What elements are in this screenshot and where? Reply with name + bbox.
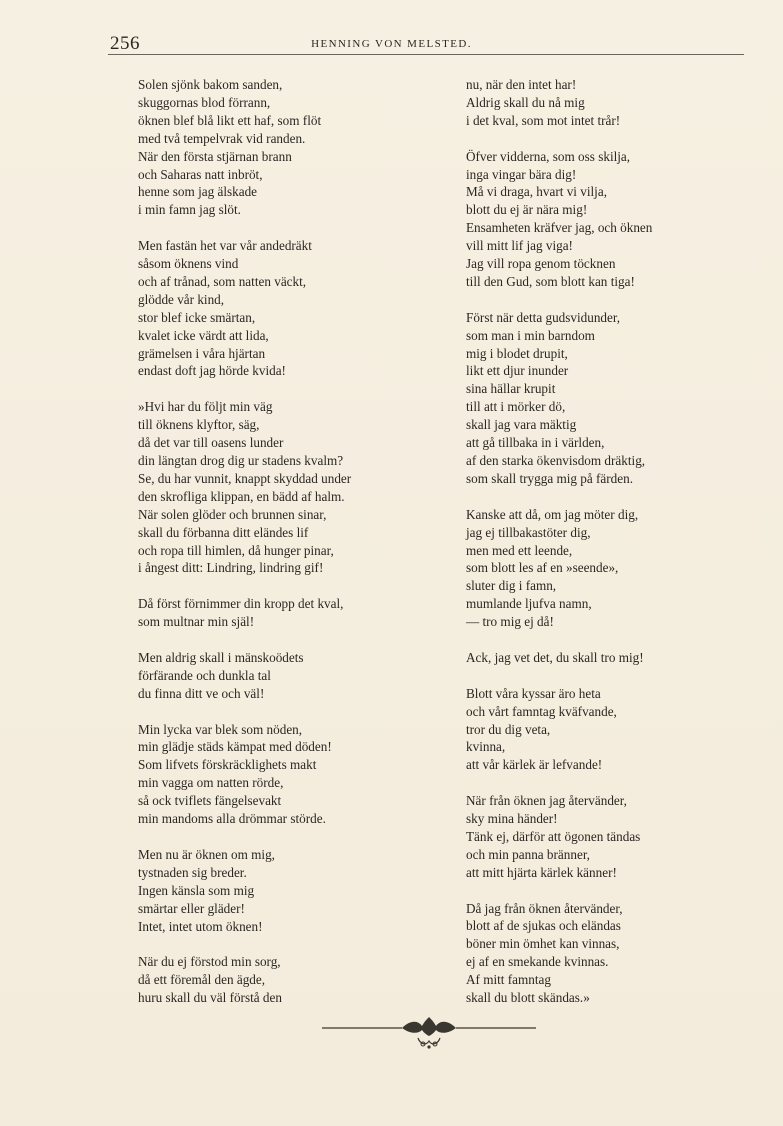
verse-line: förfärande och dunkla tal (138, 667, 271, 683)
stanza (138, 846, 438, 936)
verse-line: likt ett djur inunder (466, 363, 569, 379)
verse-line: henne som jag älskade (138, 184, 258, 200)
verse-line: ej af en smekande kvinnas. (466, 954, 609, 970)
stanza (466, 148, 766, 291)
verse-line: som blott les af en »seende», (466, 560, 619, 576)
verse-line: och Saharas natt inbröt, (138, 166, 263, 182)
verse-line: öknen blef blå likt ett haf, som flöt (138, 112, 322, 128)
verse-line: Af mitt famntag (466, 972, 551, 988)
verse-line: inga vingar bära dig! (466, 166, 577, 182)
verse-line: och vårt famntag kväfvande, (466, 703, 617, 719)
verse-line: tystnaden sig breder. (138, 864, 247, 880)
verse-line: Då jag från öknen återvänder, (466, 900, 623, 916)
verse-line: kvalet icke värdt att lida, (138, 327, 269, 343)
verse-line: Solen sjönk bakom sanden, (138, 77, 283, 92)
left-column (138, 76, 438, 1025)
verse-line: glödde vår kind, (138, 291, 225, 307)
verse-line: sluter dig i famn, (466, 578, 557, 594)
running-title: HENNING VON MELSTED. (311, 38, 472, 50)
verse-line: blott du ej är nära mig! (466, 202, 588, 218)
stanza (138, 398, 438, 577)
verse-line: mumlande ljufva namn, (466, 596, 592, 612)
verse-line: som man i min barndom (466, 327, 595, 343)
verse-line: När solen glöder och brunnen sinar, (138, 506, 327, 522)
verse-line: smärtar eller gläder! (138, 900, 245, 916)
header-rule (108, 54, 744, 55)
stanza (138, 953, 438, 1007)
verse-line: till öknens klyftor, säg, (138, 417, 260, 433)
verse-line: endast doft jag hörde kvida! (138, 363, 286, 379)
verse-line: kvinna, (466, 739, 506, 755)
end-ornament-icon (322, 1014, 536, 1050)
verse-line: blott af de sjukas och eländas (466, 918, 621, 934)
verse-line: Ack, jag vet det, du skall tro mig! (466, 649, 644, 665)
stanza (466, 76, 766, 130)
verse-line: När den första stjärnan brann (138, 148, 292, 164)
verse-line: och ropa till himlen, då hunger pinar, (138, 542, 334, 558)
verse-line: att vår kärlek är lefvande! (466, 757, 603, 773)
verse-line: Men nu är öknen om mig, (138, 846, 275, 862)
verse-line: och af trånad, som natten väckt, (138, 273, 307, 289)
verse-line: Ensamheten kräfver jag, och öknen (466, 220, 653, 236)
verse-line: till den Gud, som blott kan tiga! (466, 273, 635, 289)
verse-line: — tro mig ej då! (466, 614, 554, 630)
verse-line: i ångest ditt: Lindring, lindring gif! (138, 560, 324, 576)
verse-line: Då först förnimmer din kropp det kval, (138, 596, 344, 612)
verse-line: skall jag vara mäktig (466, 417, 577, 433)
verse-line: Må vi draga, hvart vi vilja, (466, 184, 607, 200)
page-number: 256 (110, 33, 140, 54)
verse-line: Som lifvets förskräcklighets makt (138, 757, 317, 773)
verse-line: När från öknen jag återvänder, (466, 793, 627, 809)
verse-line: Aldrig skall du nå mig (466, 94, 585, 110)
verse-line: Ingen känsla som mig (138, 882, 255, 898)
verse-line: Jag vill ropa genom töcknen (466, 256, 616, 272)
verse-line: stor blef icke smärtan, (138, 309, 256, 325)
stanza (138, 649, 438, 703)
stanza (466, 792, 766, 882)
verse-line: så ock tviflets fängelsevakt (138, 793, 282, 809)
right-column (466, 76, 766, 1025)
verse-line: då ett föremål den ägde, (138, 972, 266, 988)
verse-line: i det kval, som mot intet trår! (466, 112, 621, 128)
verse-line: men med ett leende, (466, 542, 573, 558)
verse-line: att gå tillbaka in i världen, (466, 435, 605, 451)
stanza (466, 685, 766, 775)
verse-line: Men aldrig skall i mänskoödets (138, 649, 304, 665)
verse-line: När du ej förstod min sorg, (138, 954, 281, 970)
verse-line: nu, när den intet har! (466, 77, 577, 92)
verse-line: sky mina händer! (466, 811, 558, 827)
stanza (138, 721, 438, 828)
verse-line: min vagga om natten rörde, (138, 775, 284, 791)
verse-line: med två tempelvrak vid randen. (138, 130, 306, 146)
verse-line: skall du blott skändas.» (466, 990, 590, 1006)
verse-line: Tänk ej, därför att ögonen tändas (466, 828, 641, 844)
verse-line: Blott våra kyssar äro heta (466, 685, 601, 701)
verse-line: som skall trygga mig på färden. (466, 470, 634, 486)
stanza (466, 900, 766, 1007)
verse-line: och min panna bränner, (466, 846, 590, 862)
stanza (138, 595, 438, 631)
verse-line: Men fastän het var vår andedräkt (138, 238, 312, 254)
verse-line: huru skall du väl förstå den (138, 990, 282, 1006)
verse-line: skuggornas blod förrann, (138, 94, 271, 110)
verse-line: du finna ditt ve och väl! (138, 685, 265, 701)
stanza (466, 649, 766, 667)
verse-line: sina hällar krupit (466, 381, 556, 397)
verse-line: att mitt hjärta kärlek känner! (466, 864, 617, 880)
verse-line: min mandoms alla drömmar störde. (138, 811, 326, 827)
verse-line: din längtan drog dig ur stadens kvalm? (138, 453, 344, 468)
verse-line: Först när detta gudsvidunder, (466, 309, 621, 325)
verse-line: den skrofliga klippan, en bädd af halm. (138, 488, 345, 504)
verse-line: mig i blodet drupit, (466, 345, 568, 361)
verse-line: skall du förbanna ditt eländes lif (138, 524, 309, 540)
verse-line: då det var till oasens lunder (138, 435, 284, 451)
verse-line: grämelsen i våra hjärtan (138, 345, 266, 361)
verse-line: till att i mörker dö, (466, 399, 566, 415)
verse-line: i min famn jag slöt. (138, 202, 241, 218)
stanza (466, 309, 766, 488)
verse-line: tror du dig veta, (466, 721, 551, 737)
stanza (138, 237, 438, 380)
verse-line: Kanske att då, om jag möter dig, (466, 506, 639, 522)
verse-line: »Hvi har du följt min väg (138, 399, 273, 415)
stanza (466, 506, 766, 631)
stanza (138, 76, 438, 219)
verse-line: min glädje städs kämpat med döden! (138, 739, 332, 755)
verse-line: vill mitt lif jag viga! (466, 238, 573, 254)
verse-line: såsom öknens vind (138, 256, 239, 272)
verse-line: böner min ömhet kan vinnas, (466, 936, 620, 952)
verse-line: Intet, intet utom öknen! (138, 918, 263, 934)
verse-line: som multnar min själ! (138, 614, 255, 630)
verse-line: af den starka ökenvisdom dräktig, (466, 453, 646, 468)
verse-line: jag ej tillbakastöter dig, (466, 524, 591, 540)
verse-line: Öfver vidderna, som oss skilja, (466, 148, 631, 164)
verse-line: Se, du har vunnit, knappt skyddad under (138, 470, 352, 486)
verse-line: Min lycka var blek som nöden, (138, 721, 303, 737)
